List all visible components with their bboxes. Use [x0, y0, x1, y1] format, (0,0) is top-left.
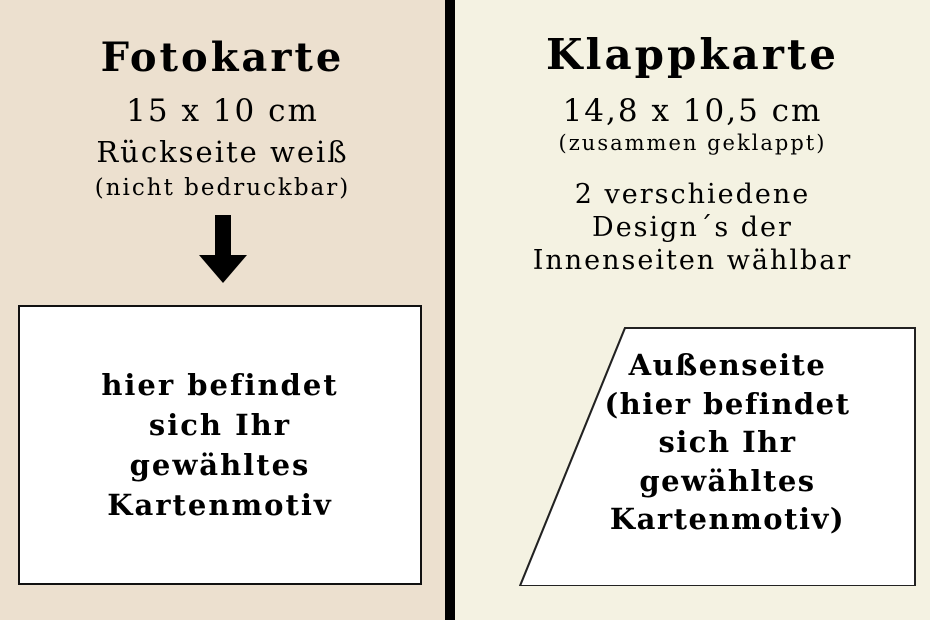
- left-panel: [0, 0, 445, 620]
- left-panel-size: 15 x 10 cm: [126, 93, 319, 129]
- photo-card-line-2: sich Ihr: [148, 407, 292, 442]
- folded-card-preview-text: [535, 346, 920, 539]
- left-panel-note: (nicht bedruckbar): [94, 175, 351, 201]
- down-arrow-icon: [193, 215, 253, 285]
- designs-line-2: Design´s der: [592, 211, 793, 243]
- photo-card-preview: [18, 305, 422, 585]
- photo-card-preview-text: [101, 365, 338, 525]
- photo-card-line-1: hier befindet: [101, 367, 339, 402]
- right-panel-size-note: (zusammen geklappt): [558, 131, 827, 155]
- designs-line-1: 2 verschiedene: [574, 179, 811, 210]
- right-panel-title: Klappkarte: [546, 30, 839, 79]
- right-panel: [455, 0, 930, 620]
- photo-card-line-3: gewähltes: [129, 448, 311, 482]
- folded-card-line-5: Kartenmotiv): [609, 502, 846, 537]
- folded-card-line-2: (hier befindet: [604, 386, 851, 421]
- panel-divider: [445, 0, 455, 620]
- down-arrow-wrap: [0, 215, 445, 285]
- folded-card-line-3: sich Ihr: [658, 425, 797, 460]
- folded-card-line-4: gewähltes: [639, 463, 816, 498]
- folded-card-line-1: Außenseite: [628, 348, 827, 382]
- folded-card-preview: [460, 310, 925, 586]
- left-panel-backside: Rückseite weiß: [96, 135, 349, 169]
- right-panel-designs: [455, 179, 930, 278]
- designs-line-3: Innenseiten wählbar: [532, 244, 853, 276]
- left-panel-title: Fotokarte: [100, 34, 345, 81]
- right-panel-size: 14,8 x 10,5 cm: [562, 93, 823, 129]
- photo-card-line-4: Kartenmotiv: [107, 488, 333, 523]
